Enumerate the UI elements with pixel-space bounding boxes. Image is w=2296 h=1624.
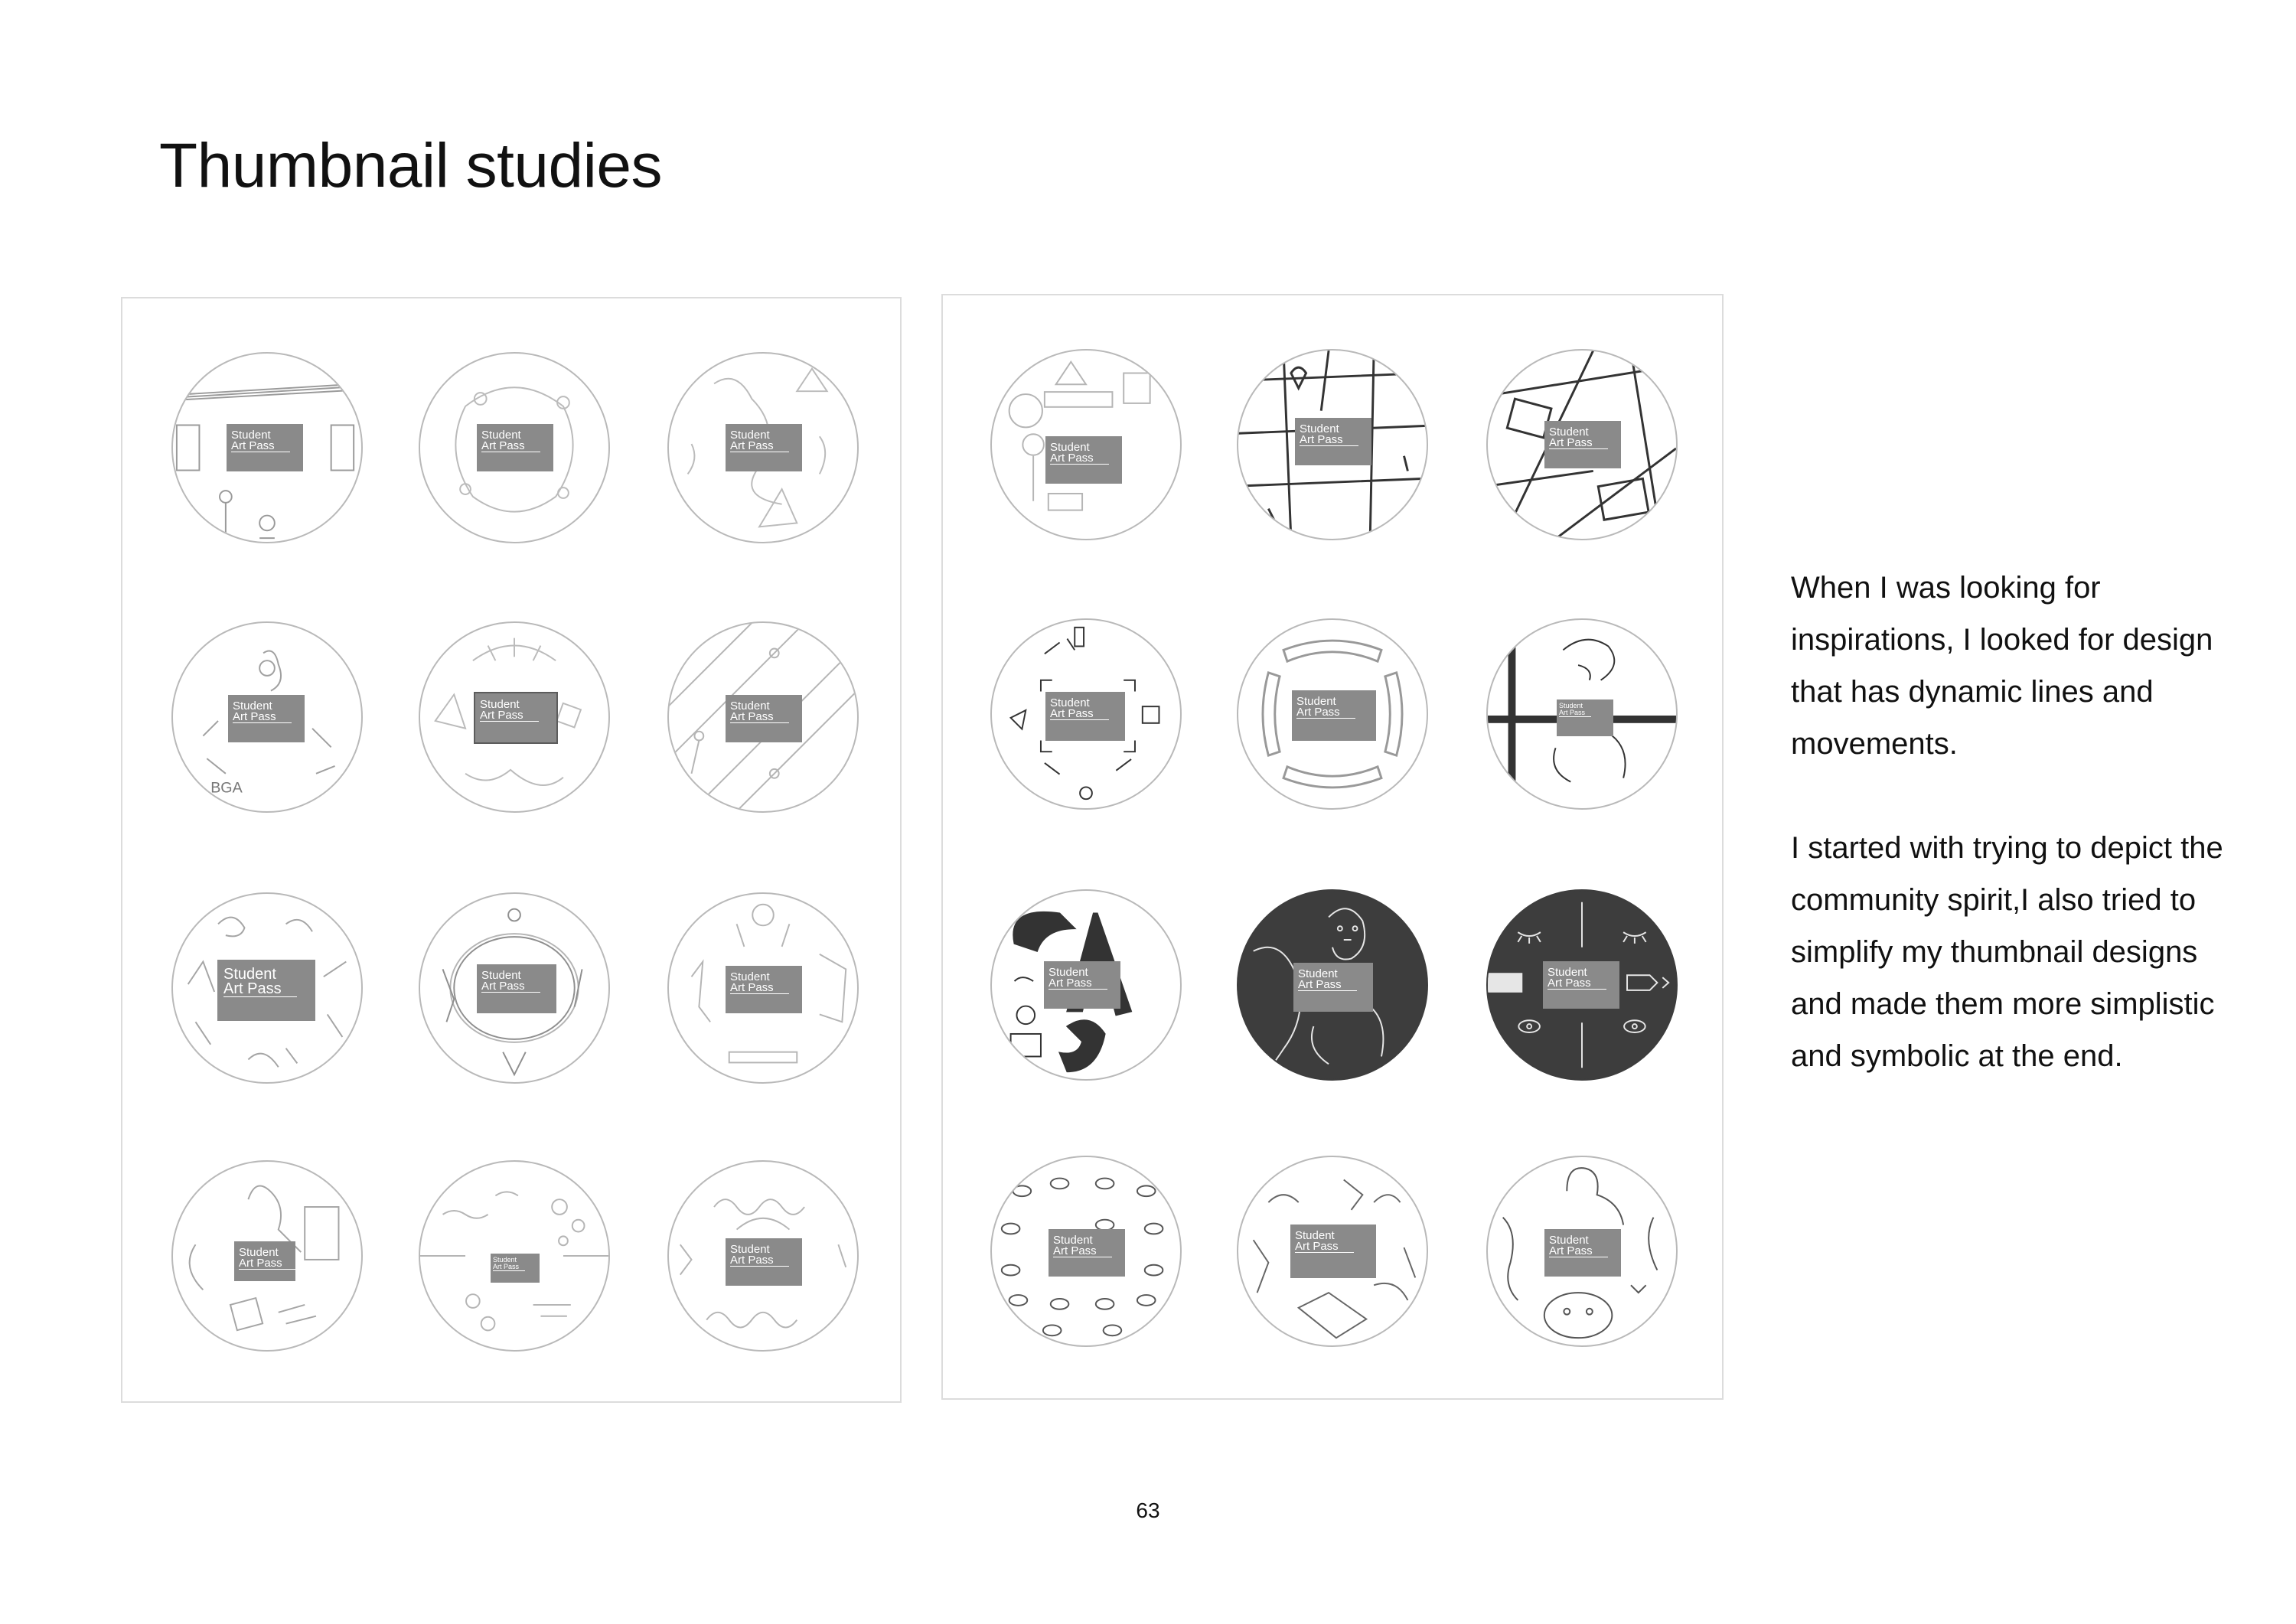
logo-box: Student Art Pass — [1543, 961, 1619, 1009]
svg-text:BGA: BGA — [210, 779, 243, 797]
thumbnail-r10 — [990, 1156, 1182, 1347]
logo-box: Student Art Pass — [228, 695, 305, 742]
thumbnail-r11 — [1237, 1156, 1428, 1347]
thumbnail-l12 — [667, 1160, 859, 1352]
logo-box: Student Art Pass — [1293, 963, 1373, 1012]
logo-box: Student Art Pass — [1044, 961, 1120, 1009]
logo-box: Student Art Pass — [1544, 1229, 1621, 1277]
thumbnail-l2 — [419, 352, 610, 543]
logo-box: Student Art Pass — [217, 960, 315, 1021]
panel-right — [941, 294, 1724, 1400]
logo-box: Student Art Pass — [1295, 418, 1371, 465]
logo-box: Student Art Pass — [477, 964, 556, 1013]
description-paragraph-2: I started with trying to depict the community spirit,I also tried to simplify my thumbnail designs and made them more simplistic and symbolic at the end. — [1791, 831, 2223, 1073]
logo-box: Student Art Pass — [726, 424, 802, 471]
thumbnail-r12 — [1486, 1156, 1678, 1347]
thumbnail-r3 — [1486, 349, 1678, 540]
thumbnail-r6 — [1486, 618, 1678, 810]
thumbnail-l5 — [419, 621, 610, 813]
logo-box: Student Art Pass — [234, 1241, 295, 1281]
thumbnail-l4 — [171, 621, 363, 813]
logo-box: Student Art Pass — [1045, 692, 1125, 741]
logo-box: Student Art Pass — [477, 424, 553, 471]
logo-box: Student Art Pass — [1557, 699, 1613, 736]
thumbnail-l9 — [667, 892, 859, 1084]
logo-box: Student Art Pass — [726, 966, 802, 1013]
logo-box: Student Art Pass — [474, 692, 558, 744]
logo-box: Student Art Pass — [1045, 436, 1122, 484]
thumbnail-r4 — [990, 618, 1182, 810]
thumbnail-r9 — [1486, 889, 1678, 1081]
description-text — [1791, 562, 2250, 1134]
thumbnail-l10 — [171, 1160, 363, 1352]
thumbnail-r7 — [990, 889, 1182, 1081]
logo-box: Student Art Pass — [491, 1254, 540, 1283]
thumbnail-l6 — [667, 621, 859, 813]
logo-box: Student Art Pass — [227, 424, 303, 471]
description-paragraph-1: When I was looking for inspirations, I looked for design that has dynamic lines and movements. — [1791, 571, 2213, 761]
logo-box: Student Art Pass — [1290, 1225, 1376, 1278]
thumbnail-l7 — [171, 892, 363, 1084]
logo-box: Student Art Pass — [1544, 421, 1621, 468]
thumbnail-l3 — [667, 352, 859, 543]
thumbnail-r8 — [1237, 889, 1428, 1081]
thumbnail-r1 — [990, 349, 1182, 540]
logo-box: Student Art Pass — [1049, 1229, 1125, 1277]
thumbnail-r5 — [1237, 618, 1428, 810]
thumbnail-l8 — [419, 892, 610, 1084]
thumbnail-l11 — [419, 1160, 610, 1352]
page-title: Thumbnail studies — [159, 131, 662, 201]
panel-left — [121, 297, 902, 1403]
logo-box: Student Art Pass — [1292, 690, 1376, 741]
page-number: 63 — [1136, 1498, 1160, 1522]
logo-box: Student Art Pass — [726, 695, 802, 742]
thumbnail-l1 — [171, 352, 363, 543]
logo-box: Student Art Pass — [726, 1238, 802, 1286]
thumbnail-r2 — [1237, 349, 1428, 540]
